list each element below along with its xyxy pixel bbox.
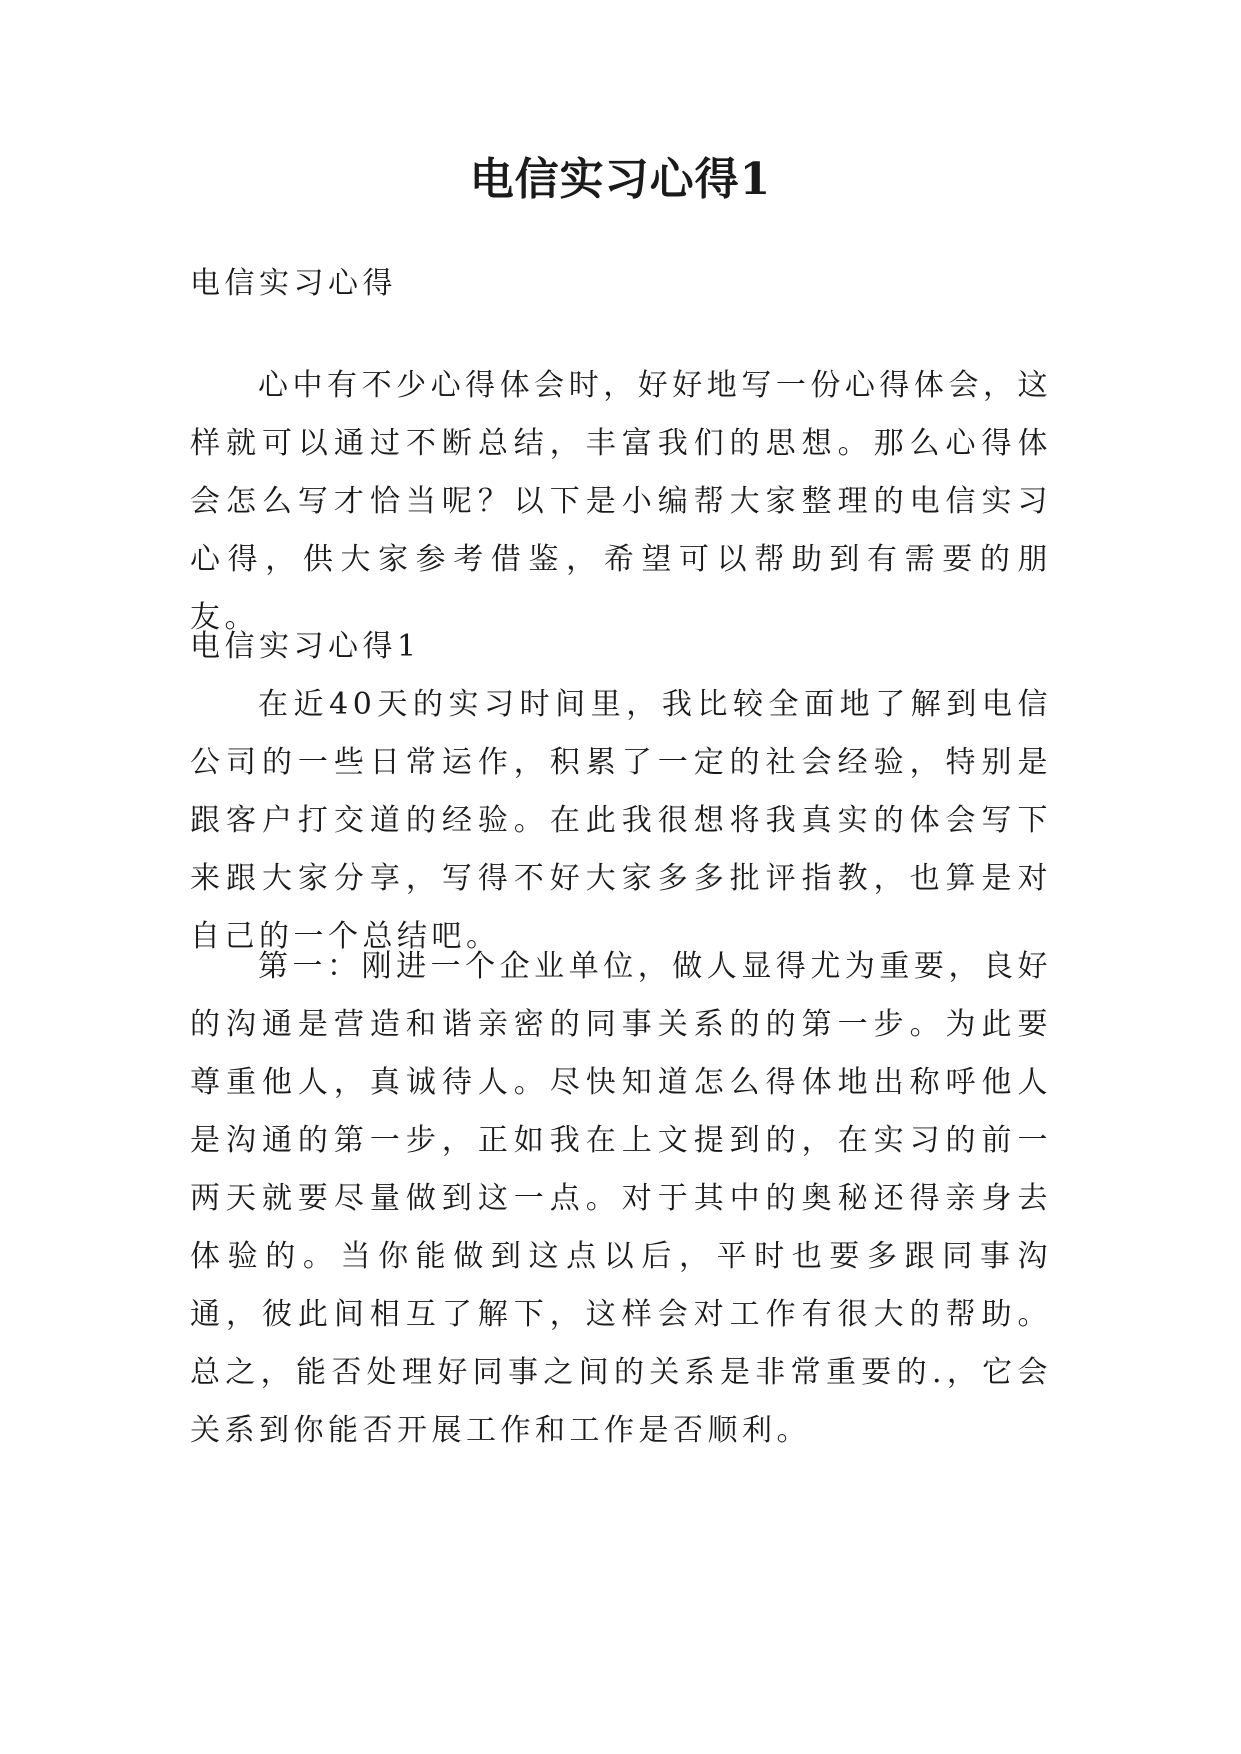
document-title: 电信实习心得1 (469, 154, 772, 205)
intro-paragraph: 心中有不少心得体会时，好好地写一份心得体会，这样就可以通过不断总结，丰富我们的思想。那么心得体会怎么写才恰当呢？以下是小编帮大家整理的电信实习心得，供大家参考借鉴，希望可以帮助到有需要的朋友。 (190, 368, 1052, 635)
document-subtitle: 电信实习心得 (190, 266, 397, 301)
section-heading: 电信实习心得1 (190, 629, 421, 664)
body-paragraph-2: 第一：刚进一个企业单位，做人显得尤为重要，良好的沟通是营造和谐亲密的同事关系的的第一步。为此要尊重他人，真诚待人。尽快知道怎么得体地出称呼他人是沟通的第一步，正如我在上文提到的，在实习的前一两天就要尽量做到这一点。对于其中的奥秘还得亲身去体验的。当你能做到这点以后，平时也要多跟同事沟通，彼此间相互了解下，这样会对工作有很大的帮助。总之，能否处理好同事之间的关系是非常重要的.，它会关系到你能否开展工作和工作是否顺利。 (190, 949, 1052, 1448)
body-paragraph-1: 在近40天的实习时间里，我比较全面地了解到电信公司的一些日常运作，积累了一定的社会经验，特别是跟客户打交道的经验。在此我很想将我真实的体会写下来跟大家分享，写得不好大家多多批评指教，也算是对自己的一个总结吧。 (190, 687, 1052, 954)
